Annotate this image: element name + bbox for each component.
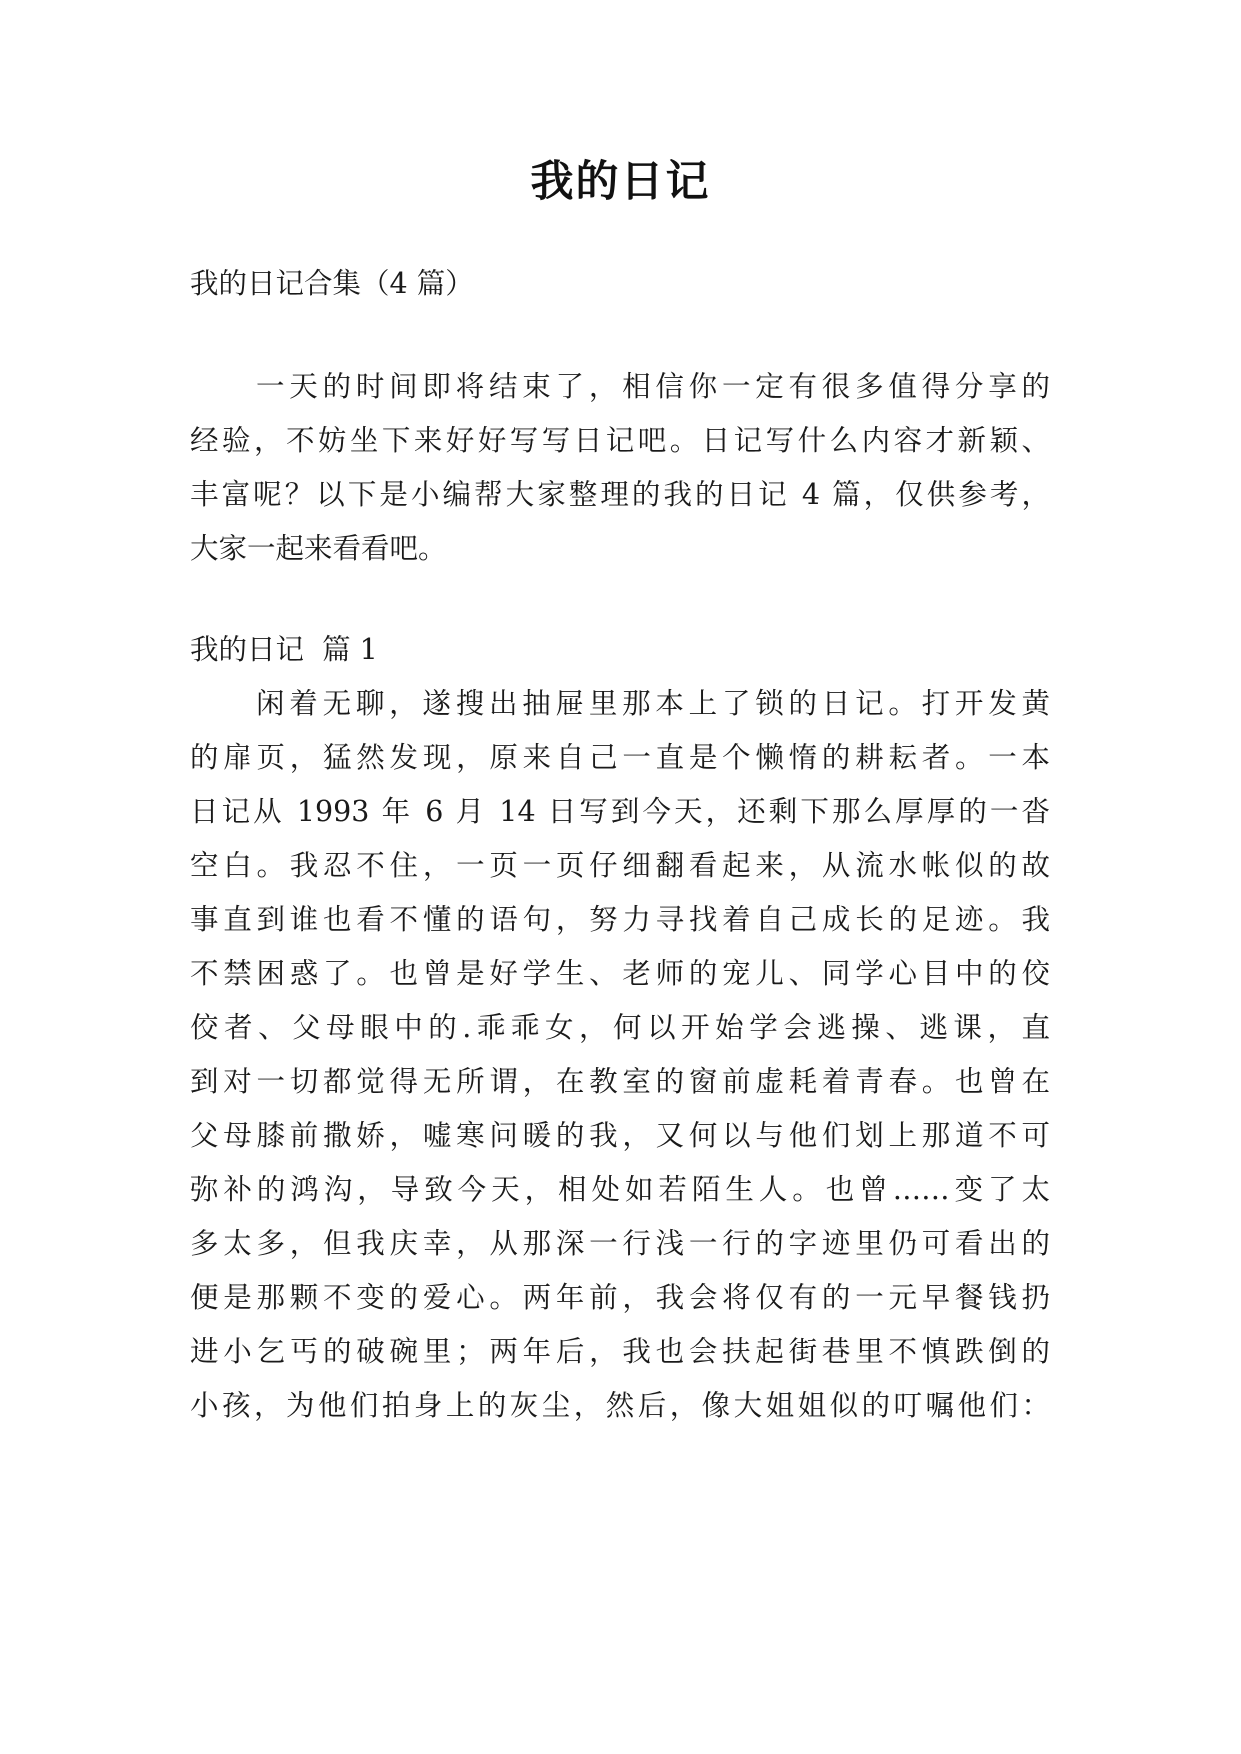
body-line: 的扉页，猛然发现，原来自己一直是个懒惰的耕耘者。一本 — [190, 741, 1050, 774]
intro-line: 经验，不妨坐下来好好写写日记吧。日记写什么内容才新颖、 — [190, 424, 1050, 457]
intro-line: 大家一起来看看吧。 — [190, 532, 447, 565]
body-line: 不禁困惑了。也曾是好学生、老师的宠儿、同学心目中的佼 — [190, 957, 1050, 990]
body-line: 佼者、父母眼中的.乖乖女，何以开始学会逃操、逃课，直 — [190, 1011, 1050, 1044]
intro-line: 丰富呢？以下是小编帮大家整理的我的日记 4 篇，仅供参考， — [190, 478, 1050, 511]
document-title: 我的日记 — [530, 157, 711, 207]
body-line: 便是那颗不变的爱心。两年前，我会将仅有的一元早餐钱扔 — [190, 1281, 1050, 1314]
body-line: 进小乞丐的破碗里；两年后，我也会扶起街巷里不慎跌倒的 — [190, 1335, 1050, 1368]
body-line: 父母膝前撒娇，嘘寒问暖的我，又何以与他们划上那道不可 — [190, 1119, 1050, 1152]
body-line: 事直到谁也看不懂的语句，努力寻找着自己成长的足迹。我 — [190, 903, 1050, 936]
document-subtitle: 我的日记合集（4 篇） — [190, 267, 474, 300]
body-line: 弥补的鸿沟，导致今天，相处如若陌生人。也曾……变了太 — [190, 1173, 1050, 1206]
body-line: 空白。我忍不住，一页一页仔细翻看起来，从流水帐似的故 — [190, 849, 1050, 882]
section-heading: 我的日记 篇 1 — [190, 633, 378, 666]
body-line: 日记从 1993 年 6 月 14 日写到今天，还剩下那么厚厚的一沓 — [190, 795, 1050, 828]
intro-line: 一天的时间即将结束了，相信你一定有很多值得分享的 — [256, 370, 1050, 403]
body-line: 小孩，为他们拍身上的灰尘，然后，像大姐姐似的叮嘱他们： — [190, 1389, 1050, 1422]
body-line: 到对一切都觉得无所谓，在教室的窗前虚耗着青春。也曾在 — [190, 1065, 1050, 1098]
body-line: 多太多，但我庆幸，从那深一行浅一行的字迹里仍可看出的 — [190, 1227, 1050, 1260]
body-line: 闲着无聊，遂搜出抽屉里那本上了锁的日记。打开发黄 — [256, 687, 1050, 720]
